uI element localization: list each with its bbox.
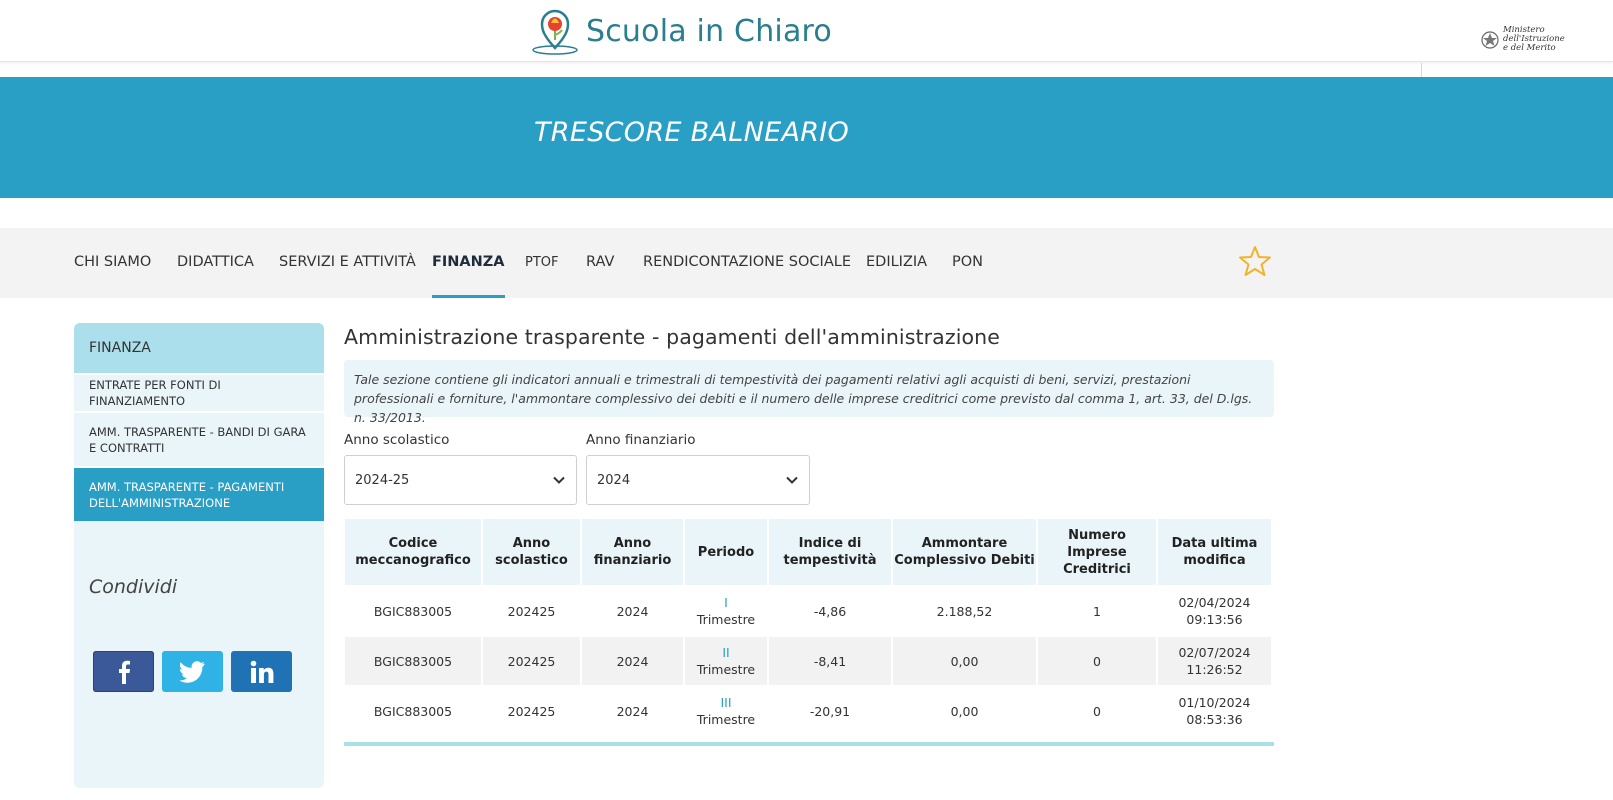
facebook-icon bbox=[113, 660, 135, 684]
anno-scolastico-label: Anno scolastico bbox=[344, 432, 450, 448]
nav-rendicontazione-sociale[interactable]: RENDICONTAZIONE SOCIALE bbox=[643, 254, 851, 270]
info-description: Tale sezione contiene gli indicatori annuali e trimestrali di tempestività dei pagamenti relativi agli acquisti di beni, servizi, prestazioni professionali e forniture, l'ammontare complessivo dei debiti e il numero delle imprese creditrici come previsto dal comma 1, art. 33, del D.lgs. n. 33/2013. bbox=[344, 360, 1274, 417]
republic-emblem-icon bbox=[1480, 29, 1500, 51]
cell-anno-finanziario: 2024 bbox=[616, 703, 649, 719]
col-header-periodo: Periodo bbox=[685, 519, 767, 585]
school-name: TRESCORE BALNEARIO bbox=[534, 117, 850, 148]
cell-codice: BGIC883005 bbox=[373, 603, 453, 619]
cell-imprese: 1 bbox=[1093, 603, 1101, 619]
site-logo[interactable] bbox=[530, 6, 832, 56]
ministry-line-2: e del Merito bbox=[1503, 43, 1556, 53]
anno-scolastico-value: 2024-25 bbox=[355, 472, 410, 488]
cell-data bbox=[1158, 637, 1271, 685]
cell-indice: -4,86 bbox=[813, 603, 847, 619]
share-title: Condividi bbox=[89, 576, 178, 598]
map-pin-logo-icon bbox=[530, 6, 580, 56]
periodo-word: Trimestre bbox=[696, 712, 756, 727]
data-time: 09:13:56 bbox=[1186, 612, 1243, 627]
cell-indice: -8,41 bbox=[769, 637, 891, 685]
col-header-debiti: Ammontare Complessivo Debiti bbox=[893, 519, 1036, 585]
cell-anno-scolastico: 202425 bbox=[507, 603, 556, 619]
cell-anno-finanziario: 2024 bbox=[582, 637, 683, 685]
table-bottom-border bbox=[344, 742, 1274, 746]
cell-debiti: 0,00 bbox=[893, 637, 1036, 685]
school-banner bbox=[0, 77, 1613, 198]
periodo-word: Trimestre bbox=[696, 662, 756, 677]
nav-rav[interactable]: RAV bbox=[586, 254, 615, 270]
logo-text: Scuola in Chiaro bbox=[586, 13, 832, 49]
nav-chi-siamo[interactable]: CHI SIAMO bbox=[74, 254, 152, 270]
data-date: 02/07/2024 bbox=[1178, 645, 1251, 660]
nav-pon[interactable]: PON bbox=[952, 254, 984, 270]
sidebar-item-pagamenti[interactable]: AMM. TRASPARENTE - PAGAMENTI DELL'AMMINISTRAZIONE bbox=[74, 466, 324, 521]
col-header-indice: Indice di tempestività bbox=[769, 519, 891, 585]
periodo-number: I bbox=[724, 595, 728, 610]
linkedin-icon bbox=[250, 660, 274, 684]
nav-servizi-attivita[interactable]: SERVIZI E ATTIVITÀ bbox=[279, 254, 416, 270]
data-date: 02/04/2024 bbox=[1178, 595, 1251, 610]
cell-anno-finanziario: 2024 bbox=[616, 603, 649, 619]
nav-ptof[interactable]: PTOF bbox=[525, 255, 559, 270]
anno-finanziario-label: Anno finanziario bbox=[586, 432, 696, 448]
twitter-icon bbox=[180, 661, 206, 683]
sidebar-item-bandi-di-gara[interactable]: AMM. TRASPARENTE - BANDI DI GARA E CONTRATTI bbox=[74, 411, 324, 466]
cell-periodo bbox=[685, 637, 767, 685]
chevron-down-icon bbox=[785, 473, 799, 487]
ministry-logo[interactable] bbox=[1480, 26, 1603, 53]
col-header-data: Data ultima modifica bbox=[1158, 519, 1271, 585]
table-header-row bbox=[344, 519, 1274, 585]
cell-debiti: 2.188,52 bbox=[936, 603, 993, 619]
cell-indice: -20,91 bbox=[809, 703, 851, 719]
periodo-word: Trimestre bbox=[696, 612, 756, 627]
table-row bbox=[344, 635, 1274, 685]
table-row bbox=[344, 685, 1274, 735]
cell-anno-scolastico: 202425 bbox=[507, 703, 556, 719]
header-divider bbox=[1421, 63, 1422, 77]
data-time: 11:26:52 bbox=[1186, 662, 1243, 677]
cell-periodo bbox=[685, 587, 767, 635]
ministry-name bbox=[1503, 26, 1603, 53]
anno-finanziario-select[interactable] bbox=[586, 455, 810, 505]
nav-edilizia[interactable]: EDILIZIA bbox=[866, 254, 928, 270]
nav-didattica[interactable]: DIDATTICA bbox=[177, 254, 254, 270]
periodo-number: III bbox=[720, 695, 732, 710]
cell-anno-scolastico: 202425 bbox=[483, 637, 580, 685]
cell-data bbox=[1158, 687, 1271, 735]
table-row bbox=[344, 585, 1274, 635]
anno-finanziario-value: 2024 bbox=[597, 472, 631, 488]
sidebar-header: FINANZA bbox=[74, 323, 324, 373]
favorite-star-icon[interactable] bbox=[1238, 244, 1272, 278]
ministry-line-1: Ministero dell'Istruzione bbox=[1503, 25, 1565, 44]
anno-scolastico-select[interactable] bbox=[344, 455, 577, 505]
cell-imprese: 0 bbox=[1093, 703, 1101, 719]
col-header-anno-finanziario: Anno finanziario bbox=[582, 519, 683, 585]
data-time: 08:53:36 bbox=[1186, 712, 1243, 727]
payments-table bbox=[344, 519, 1274, 735]
cell-codice: BGIC883005 bbox=[345, 637, 481, 685]
nav-finanza[interactable]: FINANZA bbox=[432, 254, 505, 298]
col-header-anno-scolastico: Anno scolastico bbox=[483, 519, 580, 585]
sidebar bbox=[74, 323, 324, 788]
chevron-down-icon bbox=[552, 473, 566, 487]
share-facebook-button[interactable] bbox=[93, 651, 154, 692]
main-nav bbox=[0, 228, 1613, 298]
cell-debiti: 0,00 bbox=[950, 703, 979, 719]
sidebar-item-entrate[interactable]: ENTRATE PER FONTI DI FINANZIAMENTO bbox=[74, 373, 324, 411]
cell-codice: BGIC883005 bbox=[373, 703, 453, 719]
data-date: 01/10/2024 bbox=[1178, 695, 1251, 710]
cell-imprese: 0 bbox=[1038, 637, 1156, 685]
col-header-imprese: Numero Imprese Creditrici bbox=[1038, 519, 1156, 585]
page-title: Amministrazione trasparente - pagamenti dell'amministrazione bbox=[344, 325, 1000, 349]
cell-data bbox=[1158, 587, 1271, 635]
periodo-number: II bbox=[722, 645, 730, 660]
cell-periodo bbox=[685, 687, 767, 735]
col-header-codice: Codice meccanografico bbox=[345, 519, 481, 585]
share-linkedin-button[interactable] bbox=[231, 651, 292, 692]
share-twitter-button[interactable] bbox=[162, 651, 223, 692]
top-header bbox=[0, 0, 1613, 62]
